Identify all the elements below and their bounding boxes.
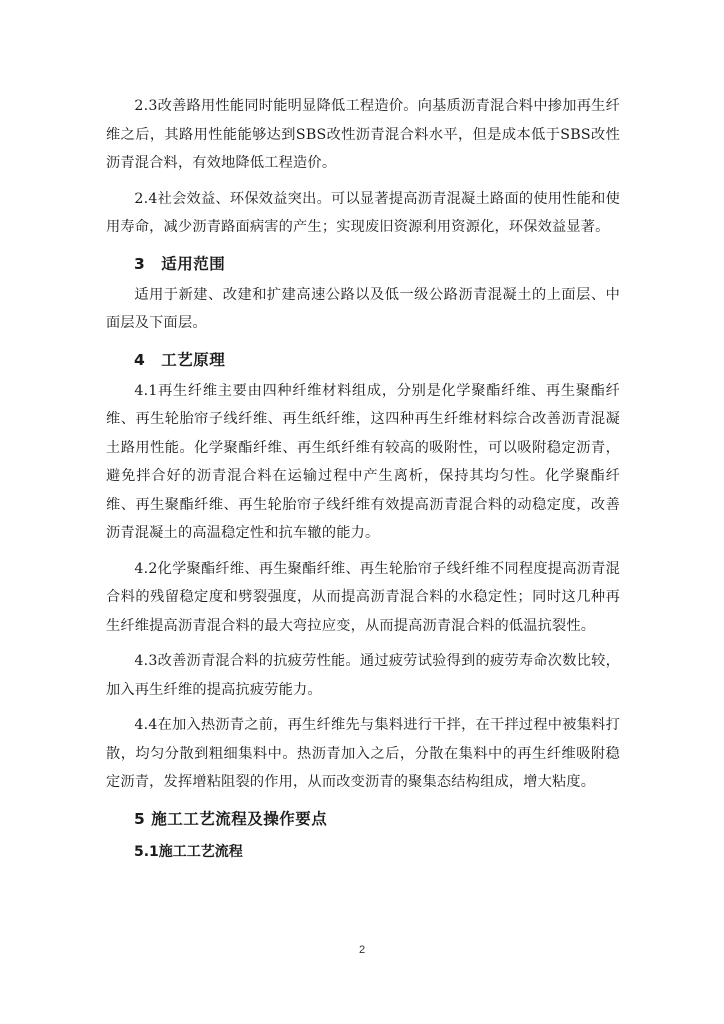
section-5-1-subheading: 5.1施工工艺流程 [134, 843, 243, 860]
section-5-number: 5 [134, 809, 146, 828]
paragraph-4-3: 4.3改善沥青混合料的抗疲劳性能。通过疲劳试验得到的疲劳寿命次数比较，加入再生纤维的提高抗疲劳能力。 [106, 653, 620, 698]
paragraph-4-4: 4.4在加入热沥青之前，再生纤维先与集料进行干拌，在干拌过程中被集料打散，均匀分散到粗细集料中。热沥青加入之后，分散在集料中的再生纤维吸附稳定沥青，发挥增粘阻裂的作用，从而改变沥青的聚集态结构组成，增大粘度。 [106, 717, 620, 790]
section-5-title: 施工工艺流程及操作要点 [151, 809, 328, 828]
section-3-heading [106, 249, 620, 279]
paragraph-2-4: 2.4社会效益、环保效益突出。可以显著提高沥青混凝土路面的使用性能和使用寿命，减少沥青路面病害的产生；实现废旧资源利用资源化，环保效益显著。 [106, 190, 620, 235]
page-content [106, 92, 620, 866]
section-3-title: 适用范围 [161, 254, 226, 273]
section-4-number: 4 [134, 350, 146, 369]
section-3-number: 3 [134, 254, 146, 273]
section-5-heading [106, 804, 620, 834]
section-4-title: 工艺原理 [161, 350, 226, 369]
paragraph-4-2: 4.2化学聚酯纤维、再生聚酯纤维、再生轮胎帘子线纤维不同程度提高沥青混合料的残留稳定度和劈裂强度，从而提高沥青混合料的水稳定性；同时这几种再生纤维提高沥青混合料的最大弯拉应变，从而提高沥青混合料的低温抗裂性。 [106, 560, 620, 634]
section-4-heading [106, 345, 620, 375]
paragraph-4-1: 4.1再生纤维主要由四种纤维材料组成，分别是化学聚酯纤维、再生聚酯纤维、再生轮胎帘子线纤维、再生纸纤维，这四种再生纤维材料综合改善沥青混凝土路用性能。化学聚酯纤维、再生纸纤维有较高的吸附性，可以吸附稳定沥青，避免拌合好的沥青混合料在运输过程中产生离析，保持其均匀性。化学聚酯纤维、再生聚酯纤维、再生轮胎帘子线纤维有效提高沥青混合料的动稳定度，改善沥青混凝土的高温稳定性和抗车辙的能力。 [106, 382, 620, 541]
page-number: 2 [358, 944, 366, 956]
paragraph-2-3: 2.3改善路用性能同时能明显降低工程造价。向基质沥青混合料中掺加再生纤维之后，其路用性能能够达到SBS改性沥青混合料水平，但是成本低于SBS改性沥青混合料，有效地降低工程造价。 [106, 98, 620, 171]
section-3-paragraph: 适用于新建、改建和扩建高速公路以及低一级公路沥青混凝土的上面层、中面层及下面层。 [106, 286, 620, 331]
